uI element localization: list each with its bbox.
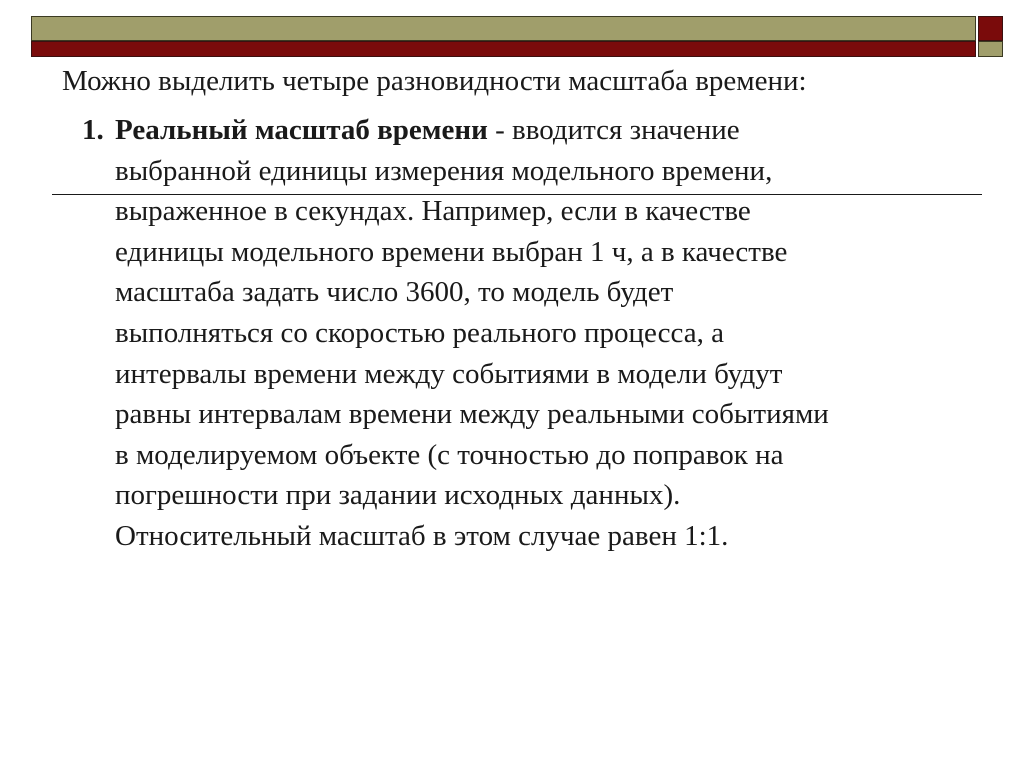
item-line: выполняться со скоростью реального процесса, а (115, 316, 724, 349)
item-line: масштаба задать число 3600, то модель будет (115, 276, 674, 309)
item-line: равны интервалам времени между реальными событиями (115, 398, 829, 431)
item-line: Относительный масштаб в этом случае равен 1:1. (115, 519, 729, 552)
intro-text: Можно выделить четыре разновидности масштаба времени: (62, 65, 807, 97)
item-line: в моделируемом объекте (с точностью до поправок на (115, 438, 784, 471)
header-olive-square (978, 41, 1003, 57)
item-line: интервалы времени между событиями в модели будут (115, 357, 783, 390)
item-line: выбранной единицы измерения модельного времени, (115, 154, 773, 187)
item-line-first (115, 110, 985, 151)
item-line: выраженное в секундах. Например, если в качестве (115, 195, 751, 228)
header-red-square (978, 16, 1003, 41)
item-line: единицы модельного времени выбран 1 ч, а в качестве (115, 235, 788, 268)
header-olive-bar (31, 16, 976, 41)
item-number: 1. (82, 114, 104, 146)
item-line: погрешности при задании исходных данных). (115, 479, 681, 512)
item-term: Реальный масштаб времени (115, 114, 488, 146)
item-first-line-rest: - вводится значение (487, 114, 740, 146)
header-red-bar (31, 41, 976, 57)
item-body (115, 110, 985, 557)
